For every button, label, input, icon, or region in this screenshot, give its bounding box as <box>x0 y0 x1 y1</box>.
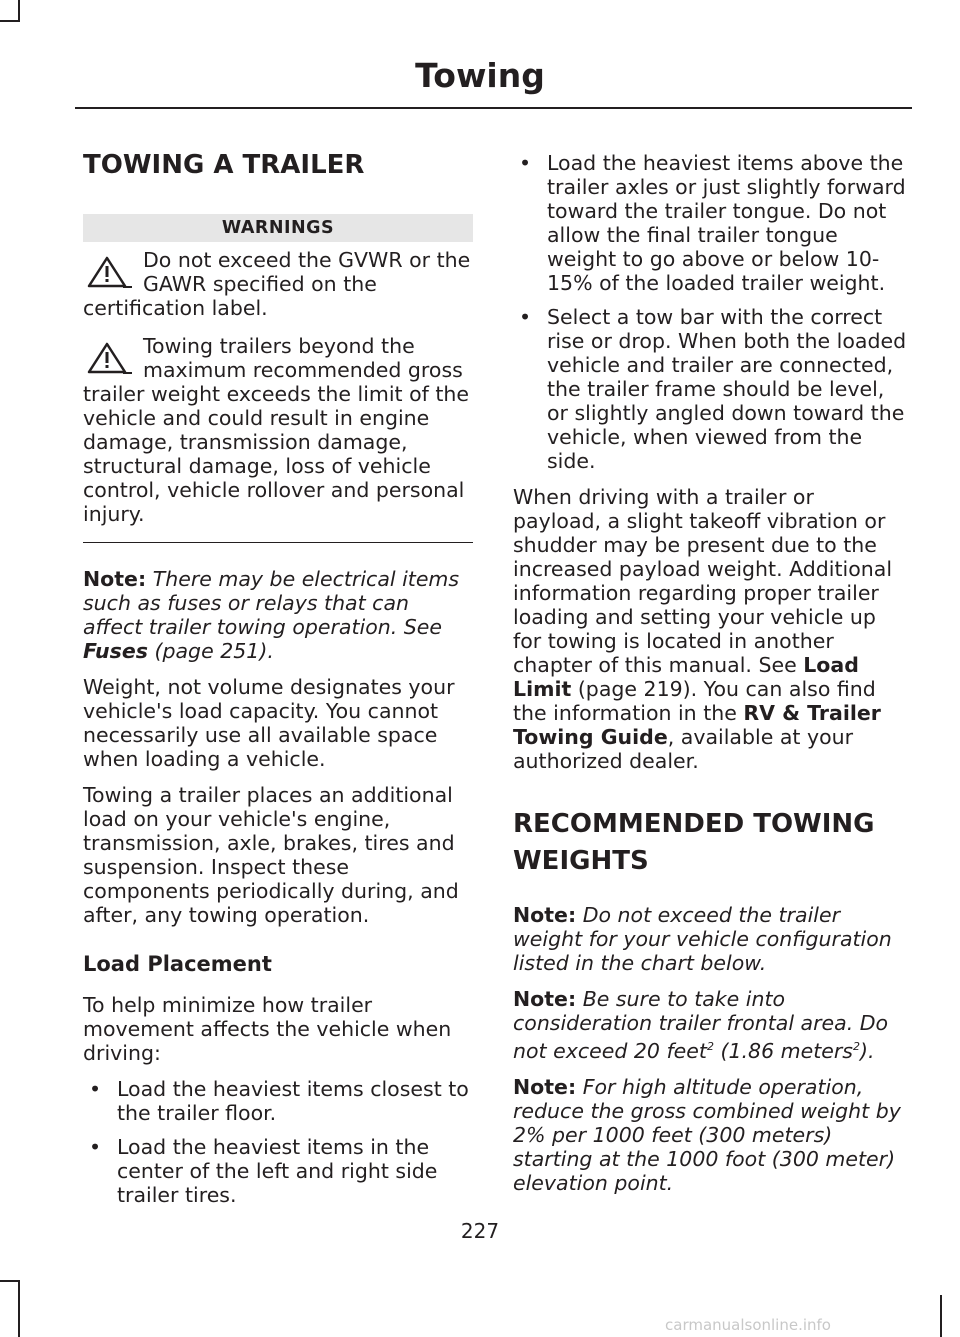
page-number: 227 <box>460 1219 500 1243</box>
warning-item <box>83 248 473 320</box>
paragraph-text: When driving with a trailer or payload, a slight takeoff vibration or shudder may be present due to the increased payload weight. Additional information regarding proper trailer loading and setting your vehicle up for towing is located in another chapter of this manual. See <box>513 485 893 677</box>
warning-text: Do not exceed the GVWR or the GAWR specified on the certification label. <box>83 248 471 320</box>
note-label: Note: <box>83 567 147 591</box>
note-text: (1.86 meters <box>713 1038 853 1063</box>
subheading-load-placement: Load Placement <box>83 952 272 976</box>
fuses-link[interactable]: Fuses <box>83 639 148 663</box>
paragraph: Weight, not volume designates your vehicle's load capacity. You cannot necessarily use all available space when loading a vehicle. <box>83 675 455 771</box>
paragraph-text: , available at your authorized dealer. <box>513 725 854 773</box>
left-column <box>83 140 473 1219</box>
crop-mark <box>940 1295 942 1337</box>
list-item: • Load the heaviest items above the trailer axles or just slightly forward toward the trailer tongue. Do not allow the final trailer tongue weight to go above or below 10-15% of the loaded trailer weight. <box>513 151 908 295</box>
divider <box>83 542 473 543</box>
note-frontal-area <box>513 987 908 1063</box>
page-header-title: Towing <box>415 56 545 95</box>
note-trailer-weight <box>513 903 908 975</box>
superscript: 2 <box>706 1040 714 1053</box>
header-rule <box>75 107 912 109</box>
note-label: Note: <box>513 903 577 927</box>
note-high-altitude <box>513 1075 908 1195</box>
warning-triangle-icon <box>85 256 133 288</box>
paragraph-text: (page 219). You can also find the information in the <box>513 677 876 725</box>
section-title-towing-a-trailer: TOWING A TRAILER <box>83 150 365 180</box>
list-item: • Load the heaviest items closest to the trailer floor. <box>83 1077 473 1125</box>
list-item: • Select a tow bar with the correct rise or drop. When both the loaded vehicle and trailer are connected, the trailer frame should be level, or slightly angled down toward the vehicle, when viewed from the side. <box>513 305 908 473</box>
note-label: Note: <box>513 1074 577 1099</box>
paragraph: To help minimize how trailer movement affects the vehicle when driving: <box>83 993 452 1065</box>
section-title-line: RECOMMENDED TOWING <box>513 809 875 839</box>
paragraph: Towing a trailer places an additional load on your vehicle's engine, transmission, axle, brakes, tires and suspension. Inspect these components periodically during, and after, any towing operation. <box>83 783 459 927</box>
section-title-line: WEIGHTS <box>513 846 649 876</box>
note-text: Do not exceed the trailer weight for your vehicle configuration listed in the chart below. <box>513 903 892 975</box>
bullet-list <box>513 151 908 473</box>
list-item: • Load the heaviest items in the center of the left and right side trailer tires. <box>83 1135 473 1207</box>
note-text: For high altitude operation, reduce the gross combined weight by 2% per 1000 feet (300 meters) starting at the 1000 foot (300 meter) elevation point. <box>513 1074 901 1195</box>
crop-mark <box>18 0 20 22</box>
section-title-recommended-towing-weights <box>513 809 908 877</box>
crop-mark <box>0 20 20 22</box>
note-label: Note: <box>513 987 577 1011</box>
load-limit-link[interactable]: Load Limit <box>513 653 859 701</box>
warnings-heading: WARNINGS <box>83 214 473 242</box>
bullet-list <box>83 1077 473 1207</box>
right-column <box>513 151 908 1207</box>
warning-item <box>83 334 473 526</box>
note-fuses <box>83 567 473 663</box>
warning-text: Towing trailers beyond the maximum recommended gross trailer weight exceeds the limit of the vehicle and could result in engine damage, transmission damage, structural damage, loss of vehicle control, vehicle rollover and personal injury. <box>83 334 470 526</box>
note-text: There may be electrical items such as fuses or relays that can affect trailer towing operation. See <box>83 567 460 639</box>
crop-mark <box>0 1280 20 1282</box>
towing-guide-link[interactable]: RV & Trailer Towing Guide <box>513 701 881 749</box>
note-text: ). <box>859 1038 875 1063</box>
watermark: carmanualsonline.info <box>665 1316 831 1334</box>
warning-triangle-icon <box>85 342 133 374</box>
note-page: (page 251). <box>154 639 274 663</box>
crop-mark <box>18 1280 20 1337</box>
note-text: Be sure to take into consideration trailer frontal area. Do not exceed 20 feet <box>513 987 889 1063</box>
paragraph-trailer-payload <box>513 485 908 773</box>
superscript: 2 <box>852 1040 860 1053</box>
